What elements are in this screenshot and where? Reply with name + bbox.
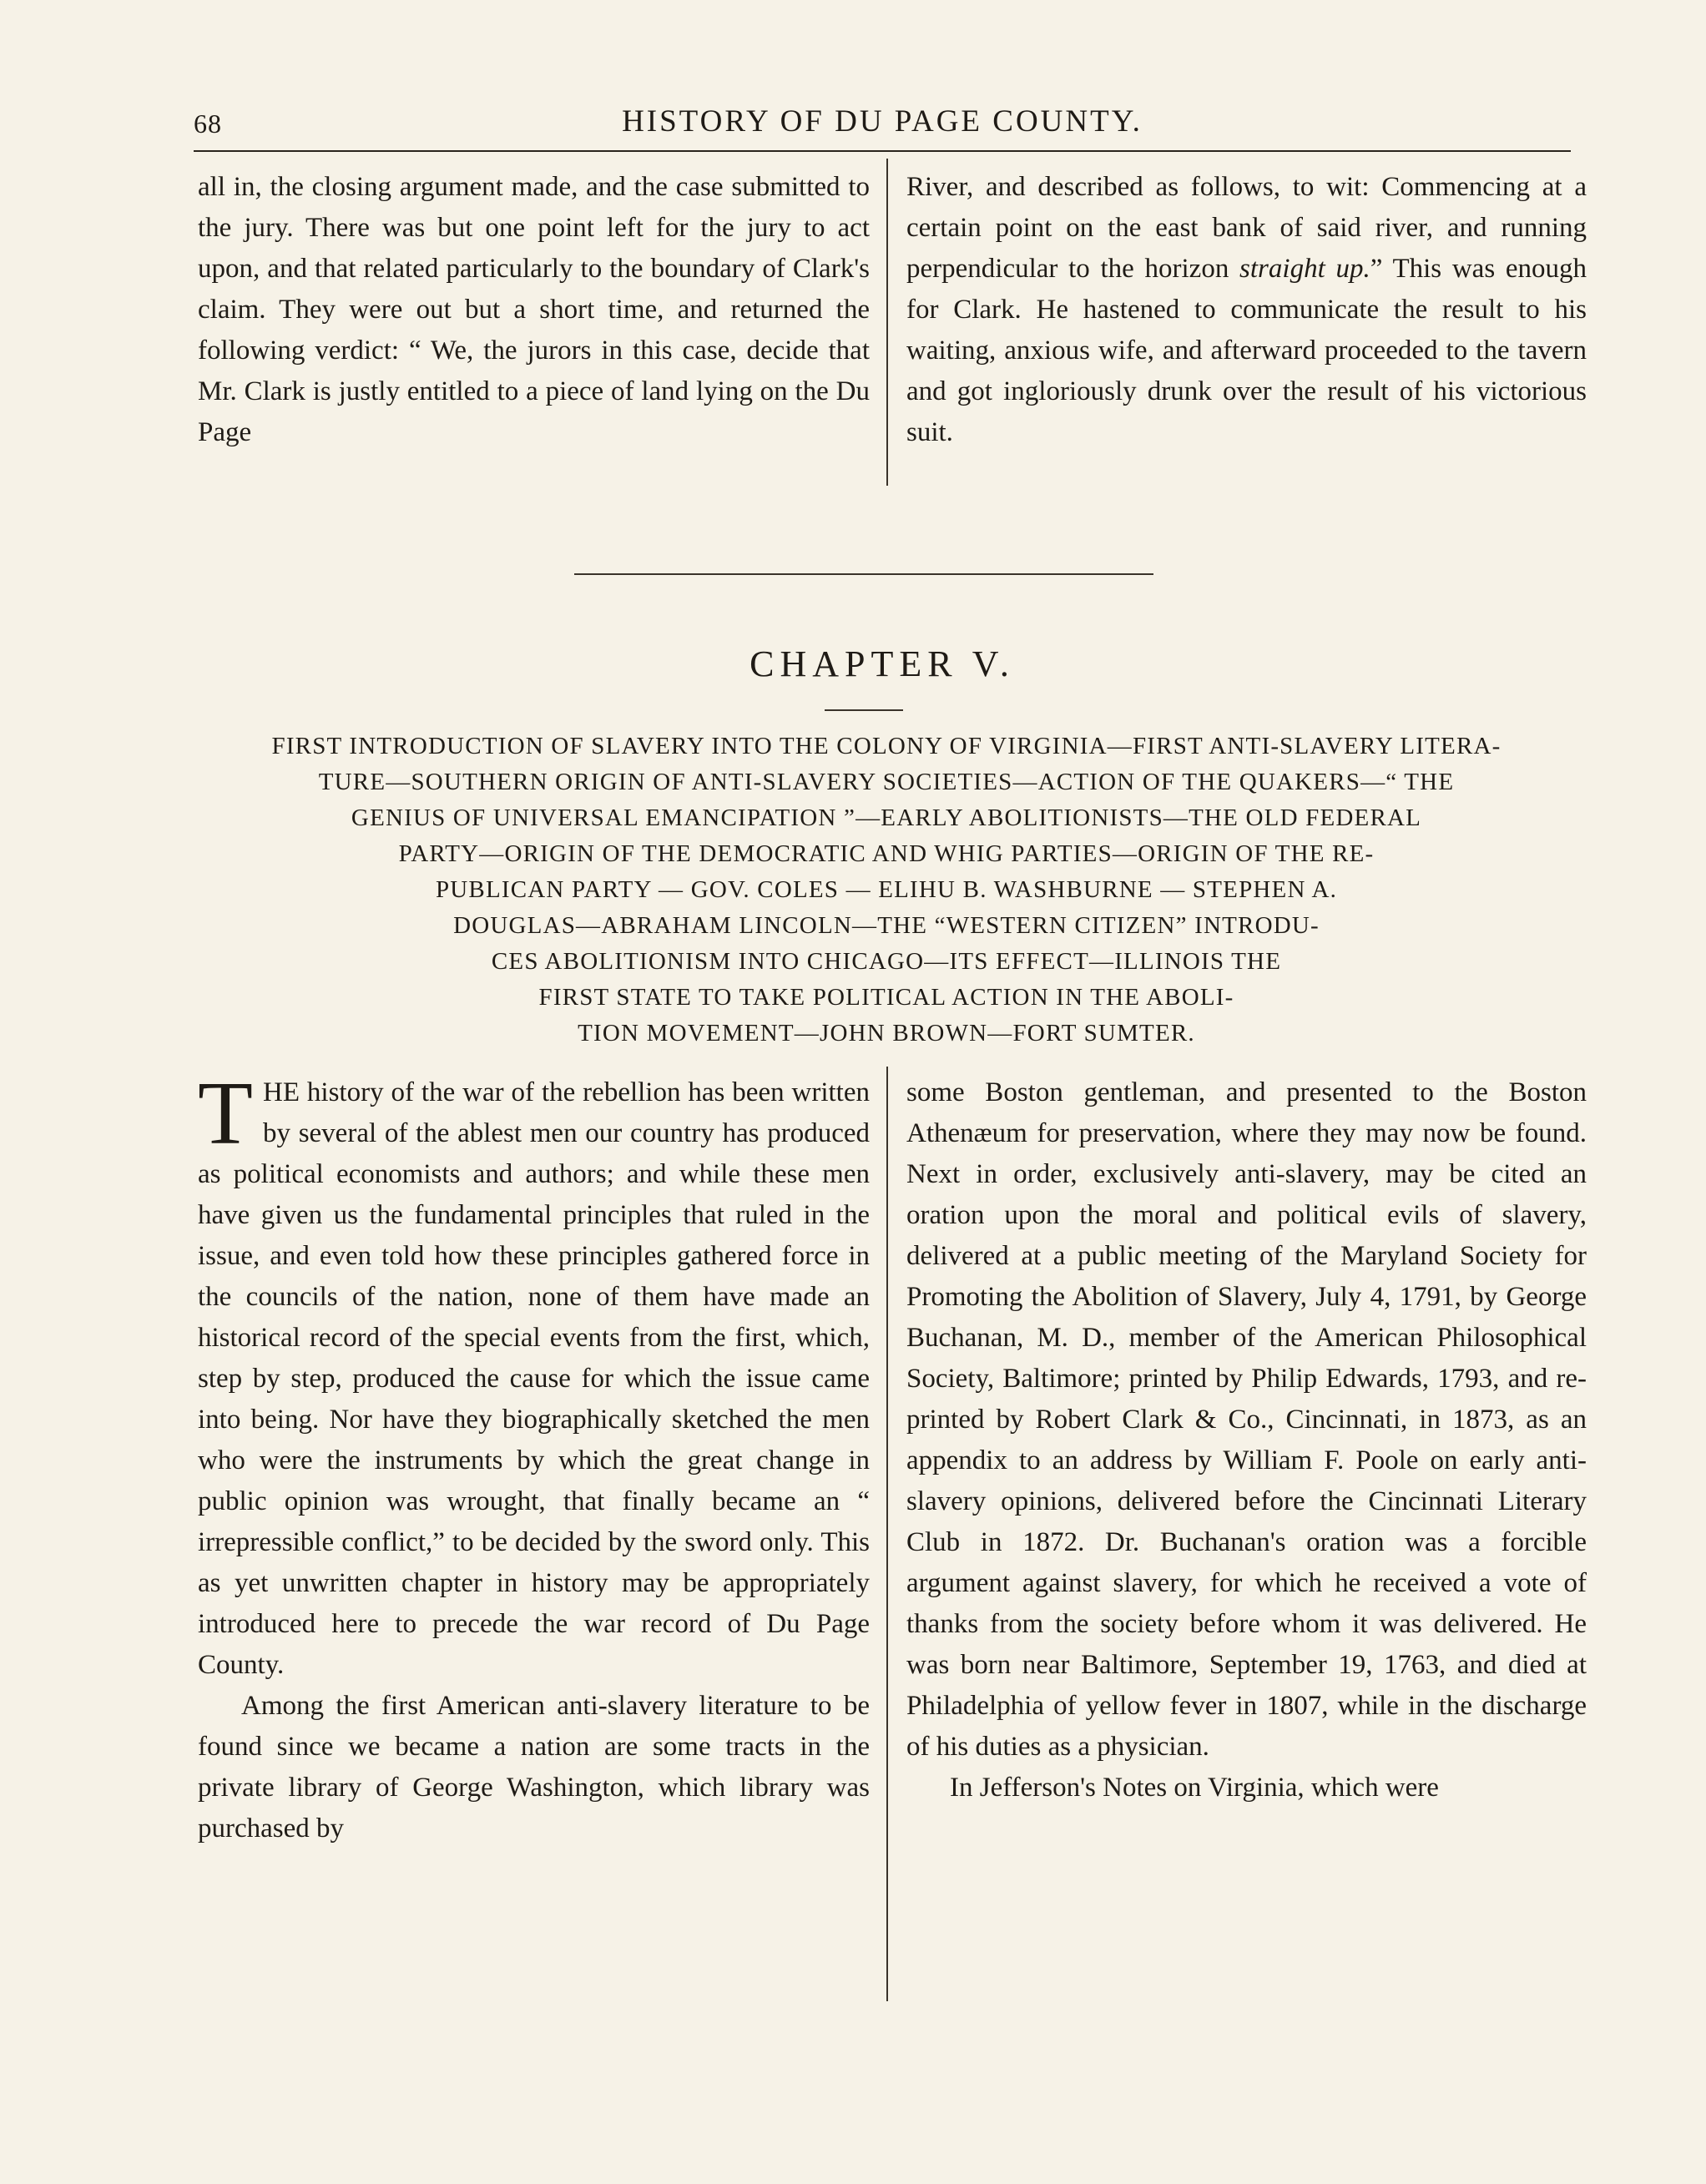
bottom-right-column (906, 1072, 1587, 1808)
bottom-left-column (198, 1064, 870, 1849)
paragraph: In Jefferson's Notes on Virginia, which were (950, 1773, 1439, 1803)
top-left-column (198, 167, 870, 453)
verdict-text-end: ” This was enough for Clark. He hastened to communicate the result to his waiting, anxious wife, and afterward proceeded to the tavern and got ingloriously drunk over the result of his victorious suit. (906, 254, 1587, 447)
chapter-rule (825, 709, 903, 711)
continued-paragraph: all in, the closing argument made, and the case submitted to the jury. There was but one point left for the jury to act upon, and that related particularly to the boundary of Clark's claim. They were out but a short time, and returned the following verdict: “ We, the jurors in this case, decide that Mr. Clark is justly entitled to a piece of land lying on the Du Page (198, 172, 870, 447)
synopsis-line: CES ABOLITIONISM INTO CHICAGO—ITS EFFECT—ILLINOIS THE (491, 948, 1282, 975)
synopsis-line: GENIUS OF UNIVERSAL EMANCIPATION ”—EARLY ABOLITIONISTS—THE OLD FEDERAL (351, 804, 1422, 831)
verdict-text-start: River, and described as follows, to wit: Commencing at a certain point on the east bank of said river, and running perpendicular to the horizon (906, 172, 1587, 284)
column-divider (886, 1067, 888, 2001)
synopsis-line: FIRST INTRODUCTION OF SLAVERY INTO THE COLONY OF VIRGINIA—FIRST ANTI-SLAVERY LITERA- (271, 733, 1502, 759)
running-title: HISTORY OF DU PAGE COUNTY. (622, 104, 1143, 139)
paragraph: some Boston gentleman, and presented to the Boston Athenæum for preservation, where they may now be found. Next in order, exclusively anti-slavery, may be cited an oration upon the moral and political evils of slavery, delivered at a public meeting of the Maryland Society for Promoting the Abolition of Slavery, July 4, 1791, by George Buchanan, M. D., member of the American Philosophical Society, Baltimore; printed by Philip Edwards, 1793, and re-printed by Robert Clark & Co., Cincinnati, in 1873, as an appendix to an address by William F. Poole on early anti-slavery opinions, delivered before the Cincinnati Literary Club in 1872. Dr. Buchanan's oration was a forcible argument against slavery, for which he received a vote of thanks from the society before whom it was delivered. He was born near Baltimore, September 19, 1763, and died at Philadelphia of yellow fever in 1807, while in the discharge of his duties as a physician. (906, 1077, 1587, 1762)
chapter-synopsis (194, 729, 1579, 1052)
synopsis-line: DOUGLAS—ABRAHAM LINCOLN—THE “WESTERN CITIZEN” INTRODU- (453, 912, 1320, 939)
column-divider (886, 159, 888, 486)
continued-paragraph-end (906, 167, 1587, 453)
section-rule (574, 573, 1153, 575)
opening-paragraph-text: HE history of the war of the rebellion has been written by several of the ablest men our country has produced as political economists and authors; and while these men have given us the fundamental principles that ruled in the issue, and even told how these principles gathered force in the councils of the nation, none of them have made an historical record of the special events from the first, which, step by step, produced the cause for which the issue came into being. Nor have they biographically sketched the men who were the instruments by which the great change in public opinion was wrought, that finally became an “ irrepressible conflict,” to be decided by the sword only. This as yet unwritten chapter in history may be appropriately introduced here to precede the war record of Du Page County. (198, 1077, 870, 1680)
header-rule (194, 150, 1571, 152)
top-right-column (906, 167, 1587, 453)
synopsis-line: FIRST STATE TO TAKE POLITICAL ACTION IN THE ABOLI- (538, 984, 1234, 1011)
opening-paragraph (198, 1064, 870, 1686)
synopsis-line: TURE—SOUTHERN ORIGIN OF ANTI-SLAVERY SOCIETIES—ACTION OF THE QUAKERS—“ THE (318, 769, 1455, 795)
synopsis-line: TION MOVEMENT—JOHN BROWN—FORT SUMTER. (578, 1020, 1195, 1047)
synopsis-line: PARTY—ORIGIN OF THE DEMOCRATIC AND WHIG PARTIES—ORIGIN OF THE RE- (398, 840, 1375, 867)
page-number: 68 (194, 108, 222, 139)
synopsis-line: PUBLICAN PARTY — GOV. COLES — ELIHU B. WASHBURNE — STEPHEN A. (435, 876, 1338, 903)
drop-cap: T (198, 1064, 253, 1163)
emphasis-straight-up: straight up. (1239, 254, 1370, 284)
running-head (194, 98, 1571, 149)
paragraph: Among the first American anti-slavery literature to be found since we became a nation are some tracts in the private library of George Washington, which library was purchased by (198, 1691, 870, 1844)
chapter-title: CHAPTER V. (750, 643, 1015, 684)
